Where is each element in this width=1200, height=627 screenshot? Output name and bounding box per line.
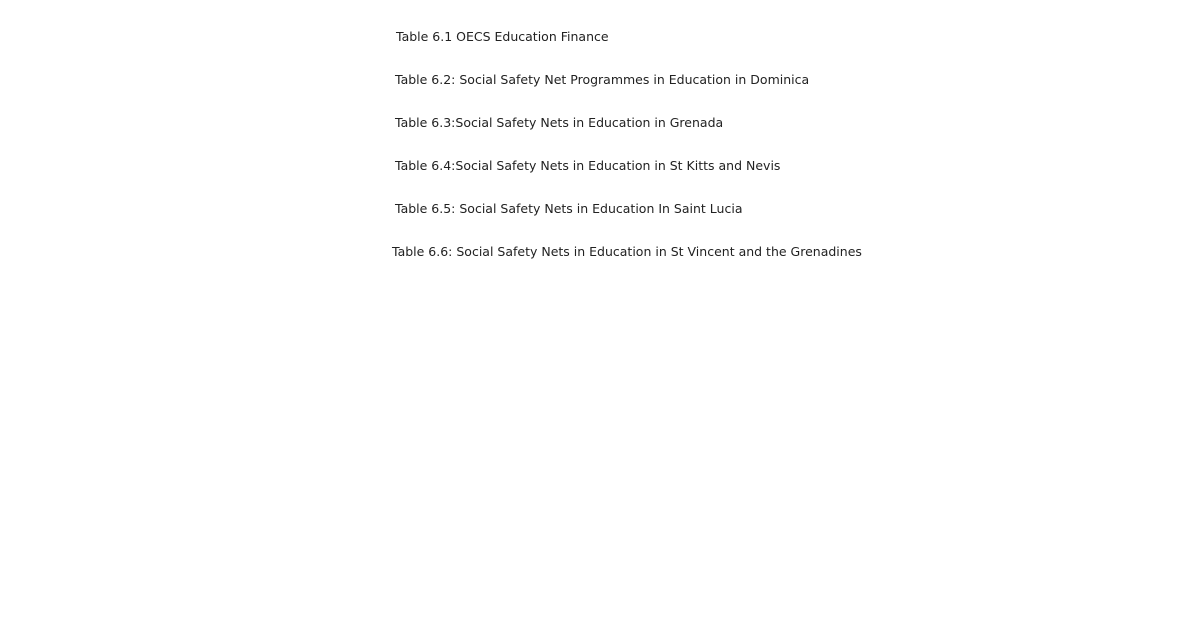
- table-entry-6-6[interactable]: Table 6.6: Social Safety Nets in Education in St Vincent and the Grenadines: [392, 244, 862, 259]
- table-entry-6-1[interactable]: Table 6.1 OECS Education Finance: [396, 29, 609, 44]
- table-entry-6-2[interactable]: Table 6.2: Social Safety Net Programmes in Education in Dominica: [395, 72, 810, 87]
- table-entry-6-3[interactable]: Table 6.3:Social Safety Nets in Education in Grenada: [395, 115, 724, 130]
- table-entry-6-5[interactable]: Table 6.5: Social Safety Nets in Education In Saint Lucia: [395, 201, 743, 216]
- table-entry-6-4[interactable]: Table 6.4:Social Safety Nets in Education in St Kitts and Nevis: [395, 158, 781, 173]
